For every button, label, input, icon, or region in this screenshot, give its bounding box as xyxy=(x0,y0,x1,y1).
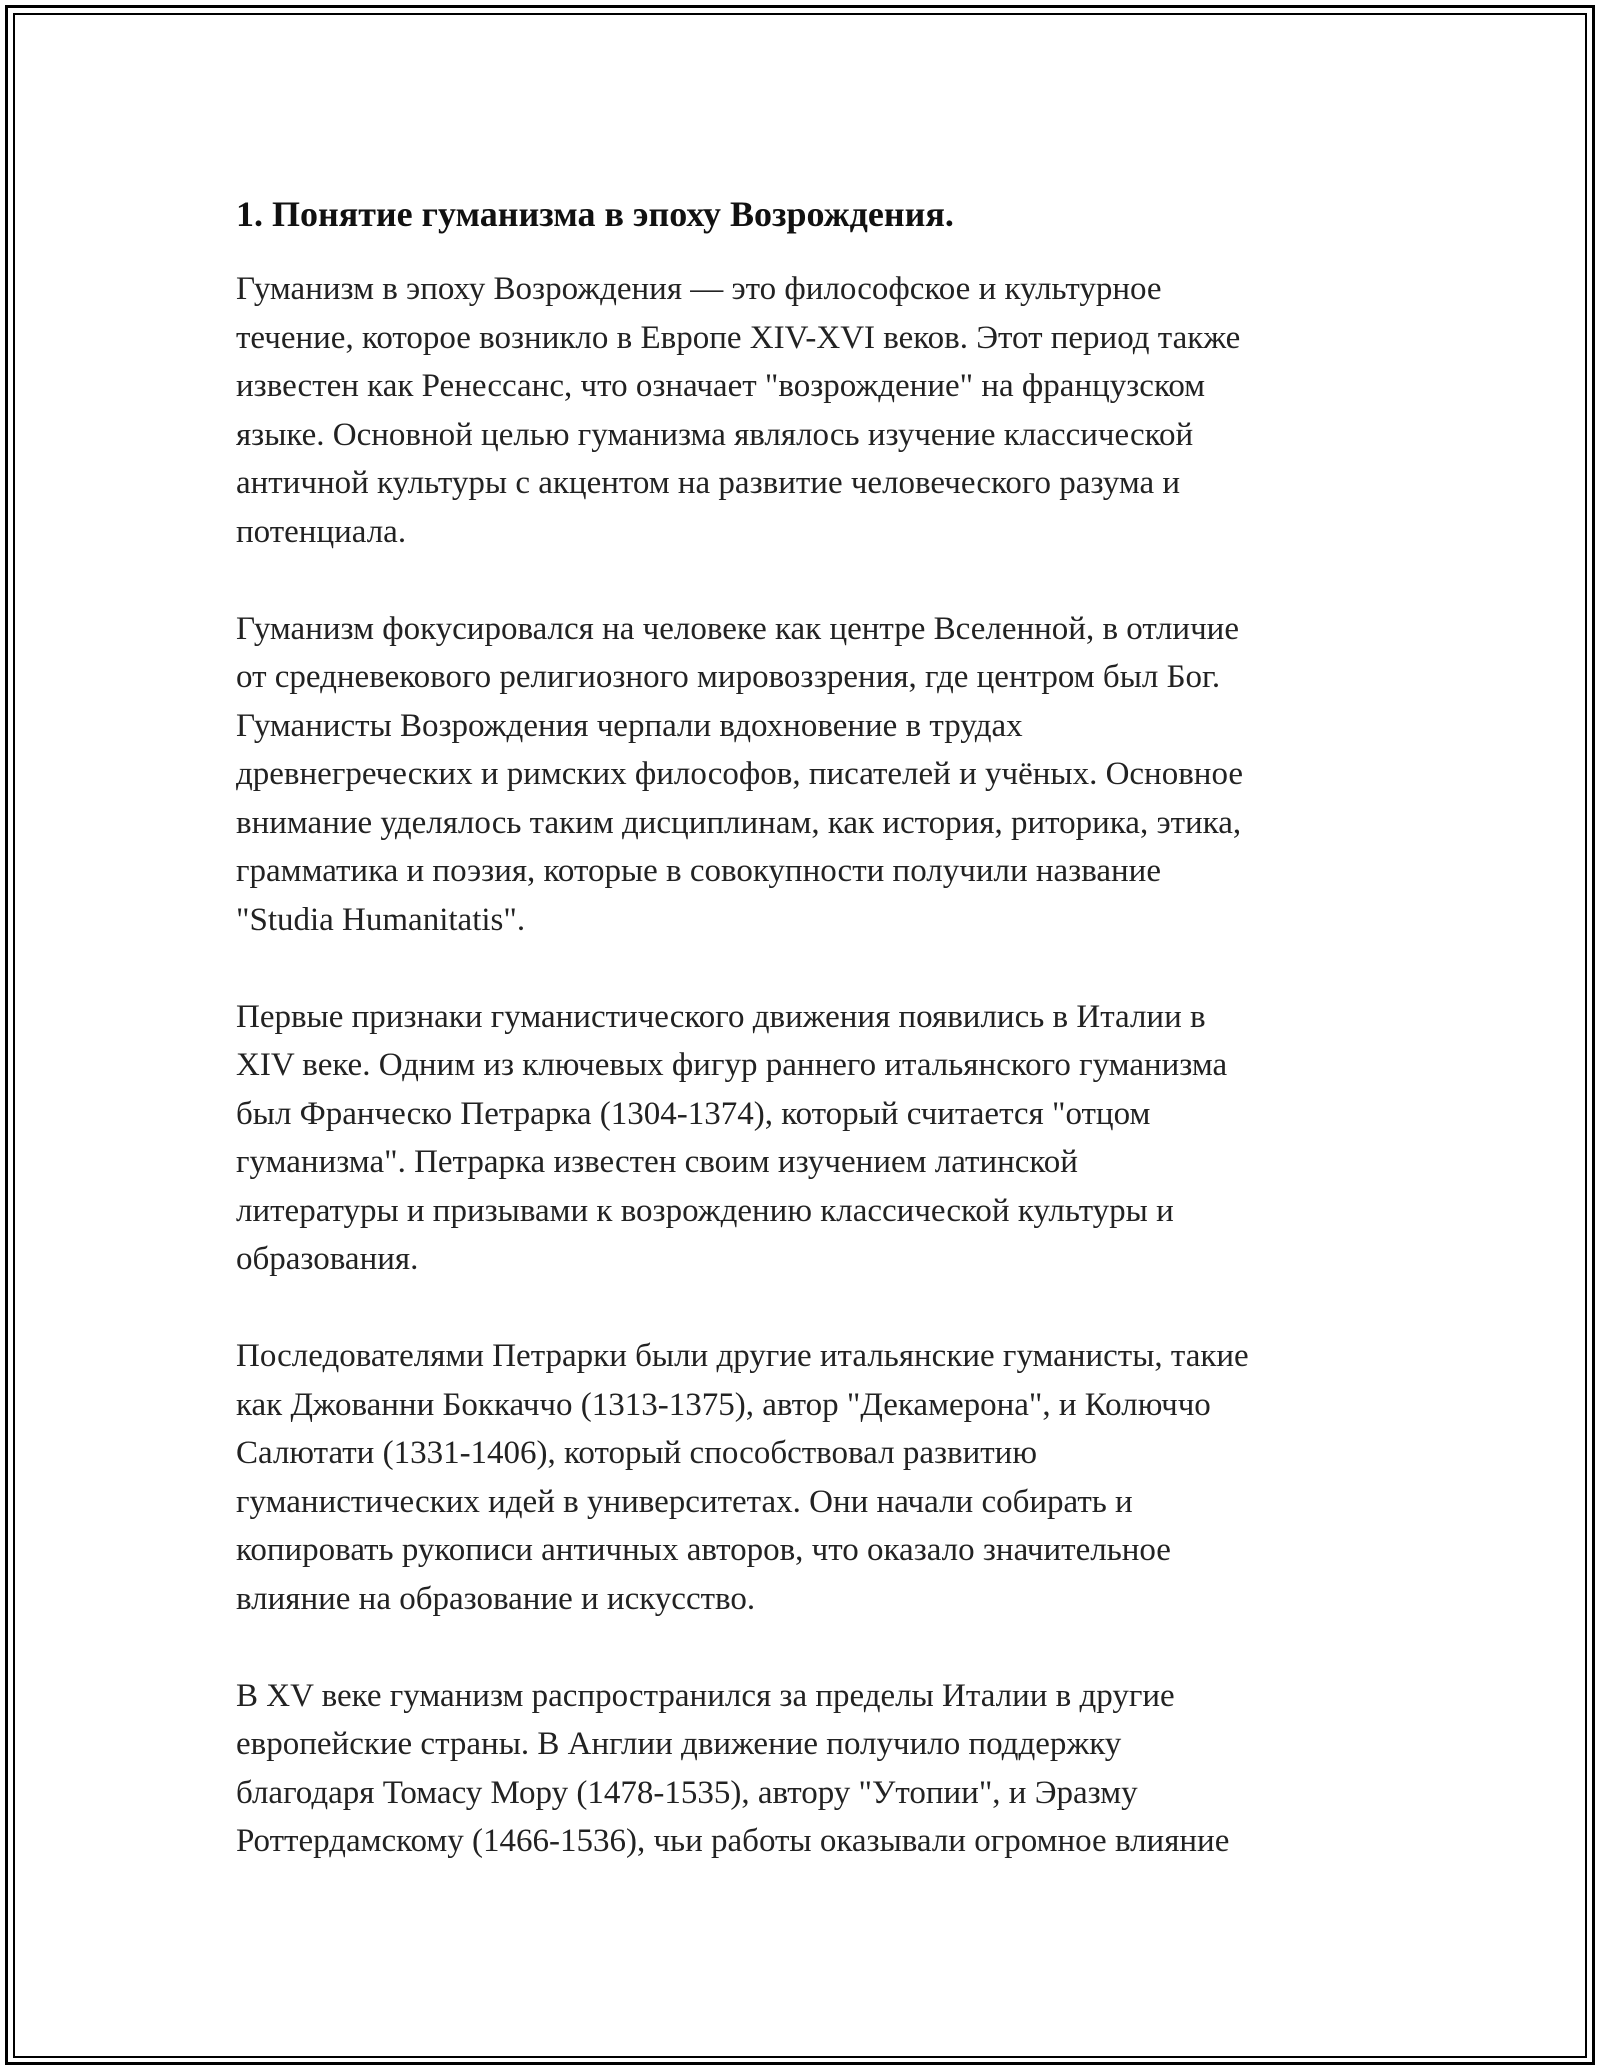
paragraph-spacer xyxy=(236,1284,1370,1333)
text-line: Гуманизм фокусировался на человеке как центре Вселенной, в отличие xyxy=(236,610,1239,647)
text-line: литературы и призывами к возрождению классической культуры и xyxy=(236,1192,1174,1229)
paragraph-definition xyxy=(236,265,1370,556)
paragraph-spacer xyxy=(236,556,1370,605)
text-line: Гуманизм в эпоху Возрождения — это философское и культурное xyxy=(236,271,1162,307)
text-line: внимание уделялось таким дисциплинам, как история, риторика, этика, xyxy=(236,804,1242,841)
text-line: влияние на образование и искусство. xyxy=(236,1580,756,1617)
text-line: грамматика и поэзия, которые в совокупности получили название xyxy=(236,853,1161,889)
paragraph-human-centre xyxy=(236,605,1370,945)
text-line: античной культуры с акцентом на развитие человеческого разума и xyxy=(236,465,1181,501)
text-line: XIV веке. Одним из ключевых фигур раннего итальянского гуманизма xyxy=(236,1047,1228,1083)
paragraph-spread xyxy=(236,1672,1370,1866)
text-line: Последователями Петрарки были другие итальянские гуманисты, такие xyxy=(236,1338,1249,1374)
text-line: языке. Основной целью гуманизма являлось изучение классической xyxy=(236,416,1194,453)
text-line: "Studia Humanitatis". xyxy=(236,901,526,938)
text-line: В XV веке гуманизм распространился за пределы Италии в другие xyxy=(236,1677,1175,1714)
text-line: гуманистических идей в университетах. Они начали собирать и xyxy=(236,1483,1133,1520)
text-line: Гуманисты Возрождения черпали вдохновение в трудах xyxy=(236,707,1023,744)
text-line: европейские страны. В Англии движение получило поддержку xyxy=(236,1726,1122,1762)
paragraph-spacer xyxy=(236,1623,1370,1672)
text-line: благодаря Томасу Мору (1478-1535), автору "Утопии", и Эразму xyxy=(236,1774,1138,1811)
text-line: течение, которое возникло в Европе XIV-XVI веков. Этот период также xyxy=(236,319,1241,356)
paragraph-petrarch xyxy=(236,993,1370,1284)
paragraph-spacer xyxy=(236,944,1370,993)
document-page xyxy=(236,186,1370,1866)
text-line: Роттердамскому (1466-1536), чьи работы оказывали огромное влияние xyxy=(236,1823,1230,1859)
text-line: как Джованни Боккаччо (1313-1375), автор "Декамерона", и Колюччо xyxy=(236,1386,1211,1423)
text-line: гуманизма". Петрарка известен своим изучением латинской xyxy=(236,1144,1078,1180)
text-line: Первые признаки гуманистического движения появились в Италии в xyxy=(236,998,1206,1035)
text-line: копировать рукописи античных авторов, что оказало значительное xyxy=(236,1532,1171,1568)
text-line: образования. xyxy=(236,1241,419,1277)
text-line: от средневекового религиозного мировоззрения, где центром был Бог. xyxy=(236,659,1221,695)
paragraph-followers xyxy=(236,1332,1370,1623)
text-line: потенциала. xyxy=(236,513,407,550)
page-title: 1. Понятие гуманизма в эпоху Возрождения. xyxy=(236,194,954,234)
text-line: был Франческо Петрарка (1304-1374), который считается "отцом xyxy=(236,1095,1151,1132)
text-line: известен как Ренессанс, что означает "возрождение" на французском xyxy=(236,368,1206,404)
text-line: древнегреческих и римских философов, писателей и учёных. Основное xyxy=(236,756,1243,792)
text-line: Салютати (1331-1406), который способствовал развитию xyxy=(236,1435,1037,1471)
